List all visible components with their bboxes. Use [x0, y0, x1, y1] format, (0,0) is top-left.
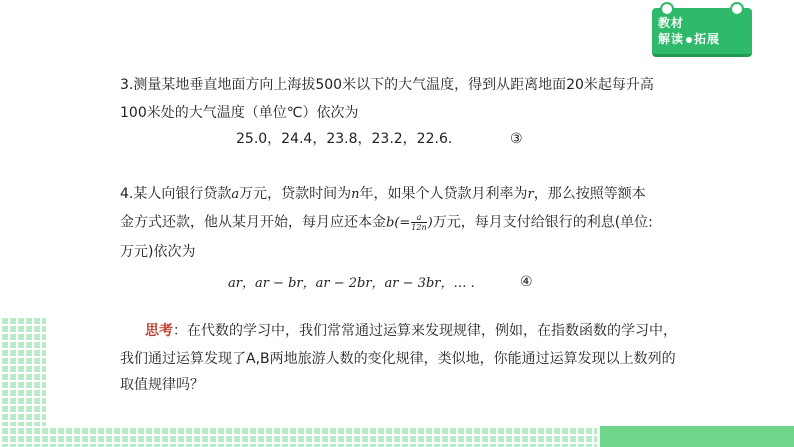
var-a: a	[231, 187, 240, 202]
var-b: b	[386, 215, 395, 231]
textbook-badge	[652, 8, 752, 57]
problem4-marker: ④	[520, 274, 533, 290]
fraction-a-over-12n	[411, 213, 426, 232]
problem4-line1-a: 4.某人向银行贷款	[120, 186, 232, 202]
problem4-line1	[120, 185, 646, 204]
problem3-marker: ③	[510, 131, 523, 147]
problem4-line1-b: 万元，贷款时间为	[239, 186, 352, 202]
badge-title-part-b: 拓展	[694, 32, 721, 46]
think-line2: 我们通过运算发现了A,B两地旅游人数的变化规律，类似地，你能通过运算发现以上数列的	[120, 351, 676, 367]
var-n: n	[351, 187, 360, 202]
badge-title-line1: 教材	[658, 16, 685, 30]
problem4-line1-d: ，那么按照等额本	[533, 186, 646, 202]
var-r: r	[527, 187, 534, 202]
think-line1-text: ：在代数的学习中，我们常常通过运算来发现规律，例如，在指数函数的学习中，	[173, 323, 677, 339]
problem4-line2	[120, 213, 653, 233]
fraction-numerator: a	[411, 213, 426, 223]
problem4-line3: 万元)依次为	[120, 244, 196, 260]
decorative-grid-bottom	[0, 426, 597, 447]
frac-open: (=	[394, 215, 411, 231]
badge-ring-left-icon	[660, 2, 674, 16]
problem4-line2-a: 金方式还款，他从某月开始，每月应还本金	[120, 214, 386, 231]
badge-title-line2	[658, 32, 720, 46]
problem3-sequence: 25.0，24.4，23.8，23.2，22.6.	[236, 131, 453, 147]
decorative-stripe-bottom-right	[600, 426, 794, 447]
badge-dot-icon	[686, 37, 692, 43]
problem4-sequence: ar，ar − br，ar − 2br，ar − 3br，… .	[228, 276, 475, 291]
problem3-line2: 100米处的大气温度（单位℃）依次为	[120, 105, 359, 121]
think-label: 思考	[145, 323, 173, 339]
fraction-denominator: 12n	[411, 223, 427, 232]
think-line1	[145, 322, 677, 340]
think-line3: 取值规律吗？	[120, 377, 204, 393]
problem4-line1-c: 年，如果个人贷款月利率为	[359, 186, 528, 202]
problem4-line2-b: 万元，每月支付给银行的利息(单位:	[432, 214, 653, 231]
problem3-line1: 3.测量某地垂直地面方向上海拔500米以下的大气温度，得到从距离地面20米起每升高	[120, 77, 654, 93]
badge-ring-right-icon	[730, 2, 744, 16]
frac-close: )	[427, 215, 433, 231]
badge-title-part-a: 解读	[658, 32, 685, 46]
